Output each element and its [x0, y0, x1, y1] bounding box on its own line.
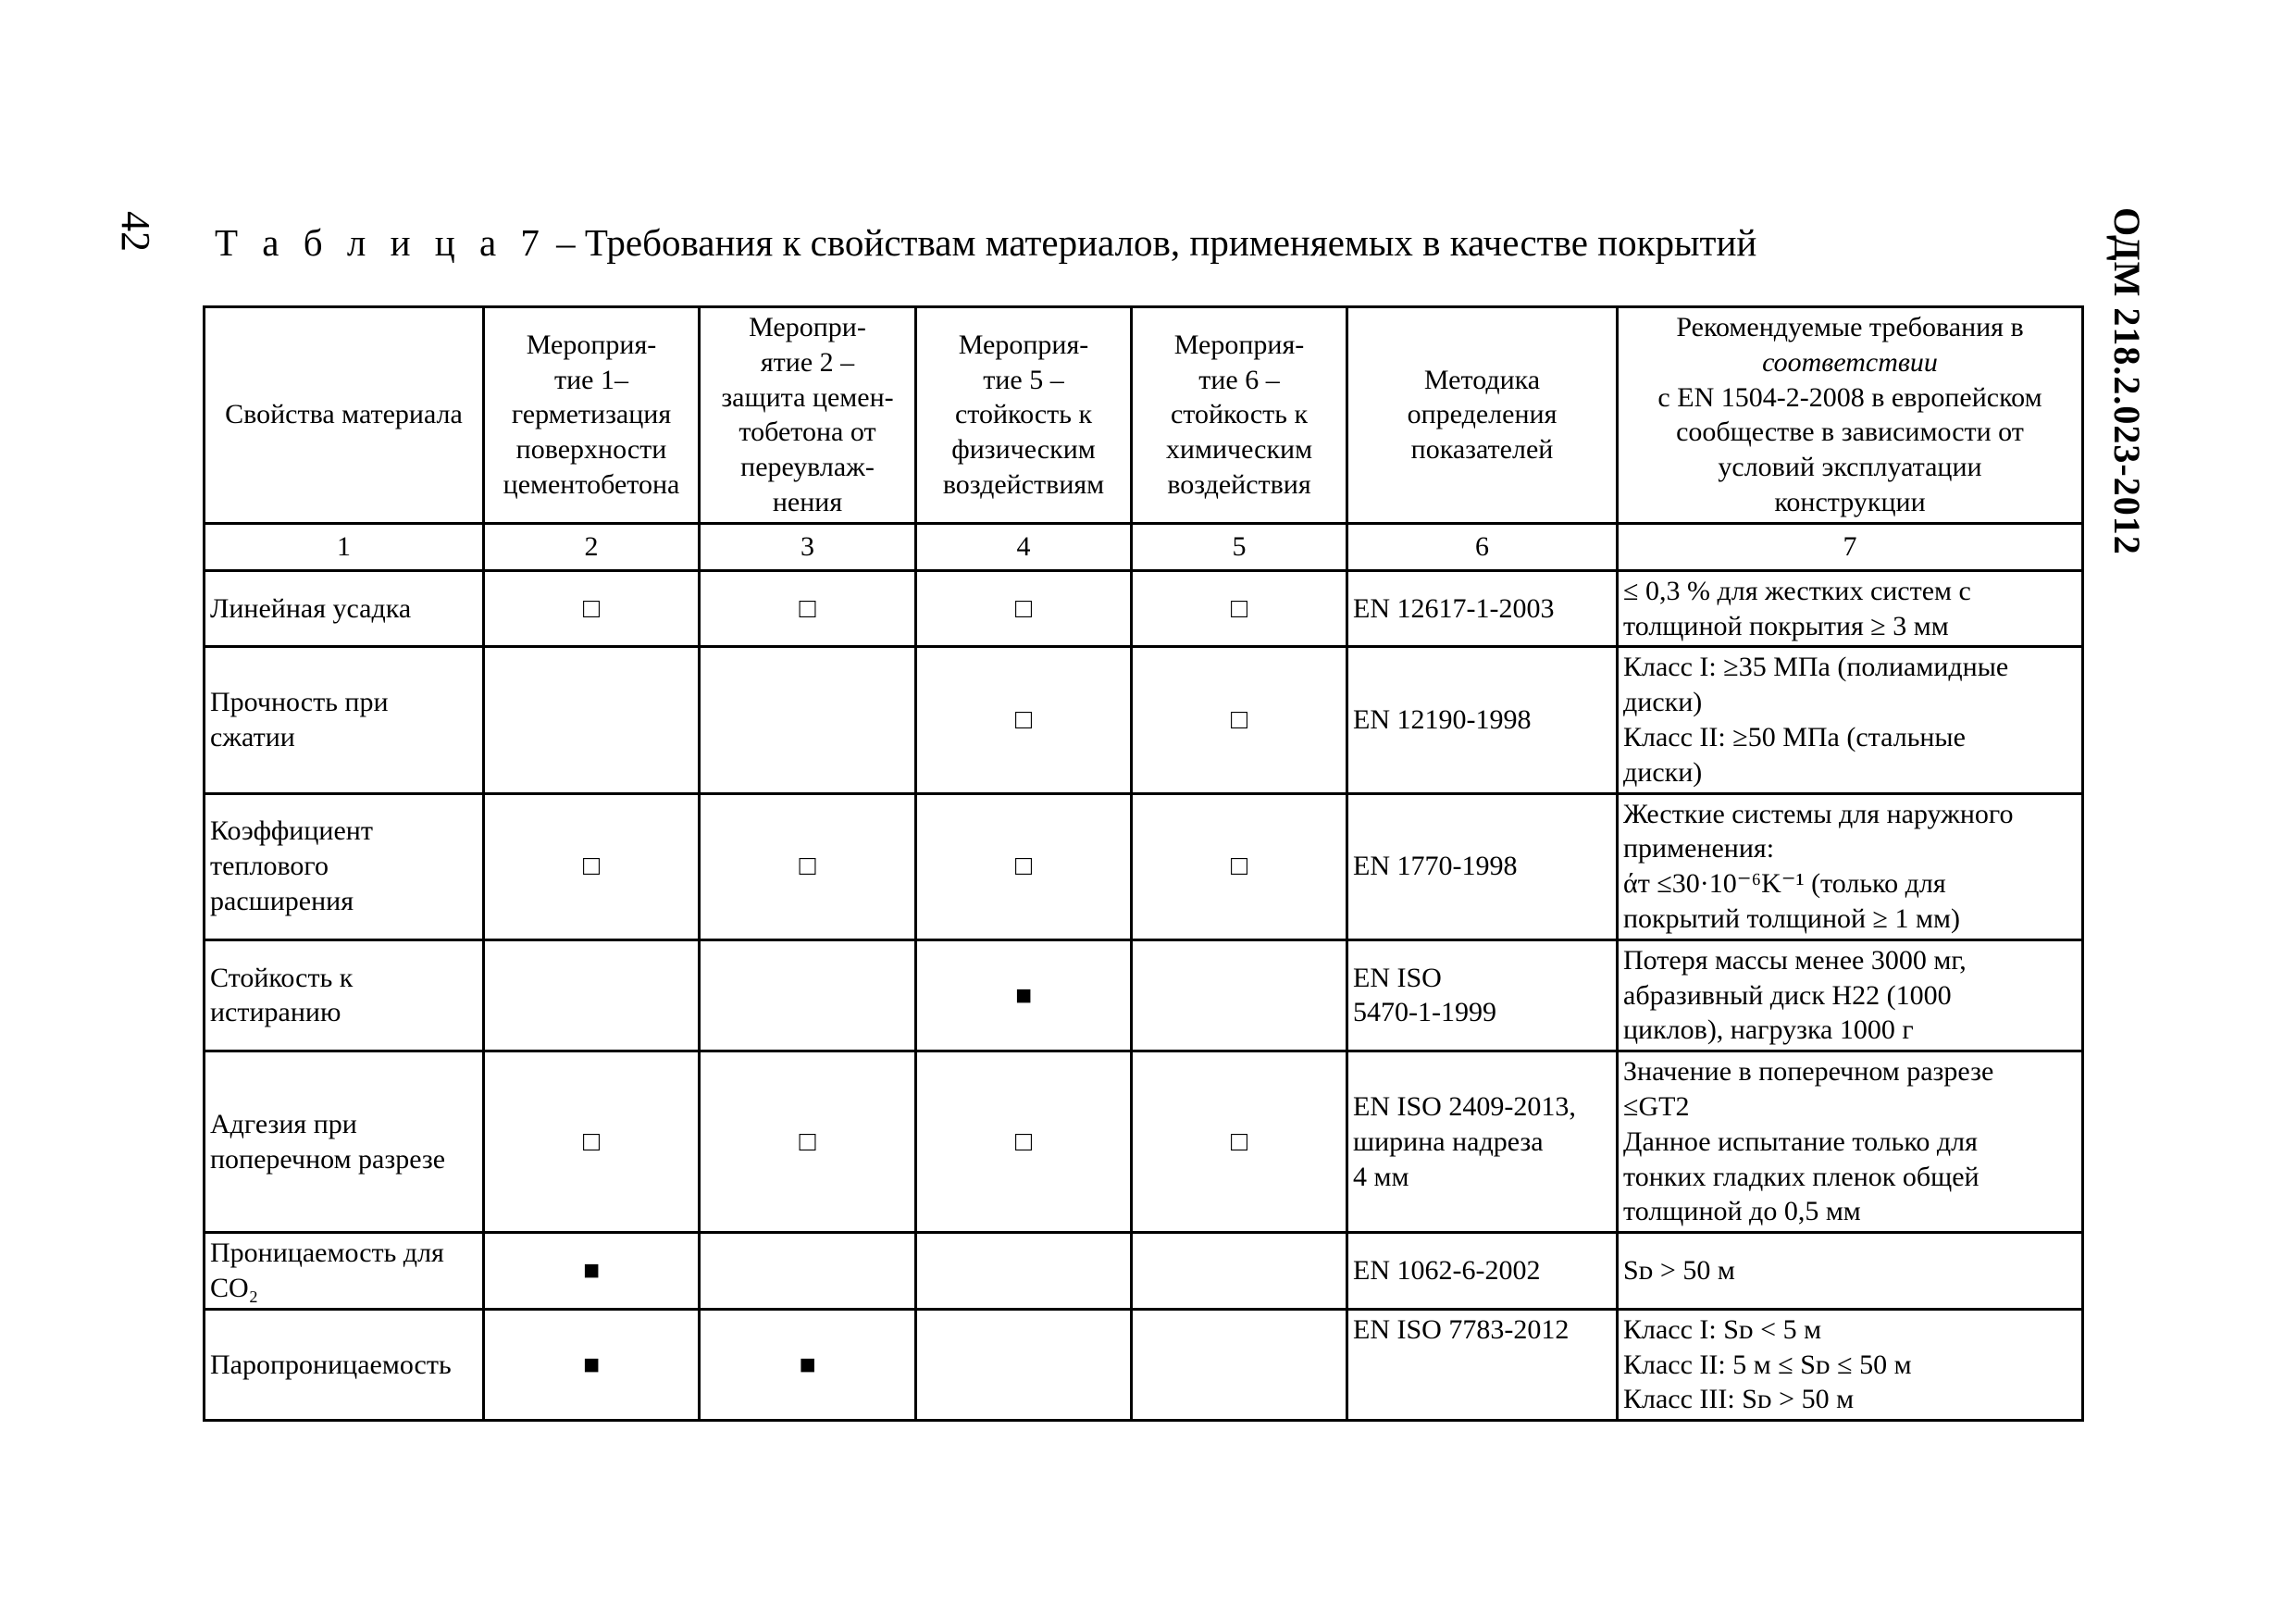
measure-mark: ■ — [484, 1309, 700, 1420]
document-code: ОДМ 218.2.023-2012 — [2106, 207, 2148, 555]
table-caption-label: Т а б л и ц а 7 — [215, 221, 547, 264]
table-row-abrasion-resistance — [205, 939, 2083, 1051]
requirement-cell: Класс I: Sᴅ < 5 м Класс II: 5 м ≤ Sᴅ ≤ 50 м Класс III: Sᴅ > 50 м — [1618, 1309, 2083, 1420]
table-row-cross-cut-adhesion — [205, 1051, 2083, 1233]
method-cell: EN ISO 7783-2012 — [1347, 1309, 1618, 1420]
method-cell: EN ISO 2409-2013, ширина надреза 4 мм — [1347, 1051, 1618, 1233]
property-cell: Стойкость к истиранию — [205, 939, 484, 1051]
requirement-cell: ≤ 0,3 % для жестких систем с толщиной покрытия ≥ 3 мм — [1618, 570, 2083, 647]
column-number: 2 — [484, 523, 700, 570]
column-number: 5 — [1132, 523, 1347, 570]
measure-mark: □ — [1132, 1051, 1347, 1233]
table-row-compressive-strength — [205, 647, 2083, 793]
method-cell: EN 12190-1998 — [1347, 647, 1618, 793]
header-property: Свойства материала — [205, 307, 484, 524]
measure-mark: □ — [484, 1051, 700, 1233]
measure-mark: □ — [1132, 647, 1347, 793]
header-method: Методика определения показателей — [1347, 307, 1618, 524]
measure-mark: □ — [916, 647, 1132, 793]
column-number-row — [205, 523, 2083, 570]
measure-mark: □ — [484, 570, 700, 647]
measure-mark — [916, 1233, 1132, 1310]
requirement-cell: Значение в поперечном разрезе ≤GT2 Данное испытание только для тонких гладких пленок общей толщиной до 0,5 мм — [1618, 1051, 2083, 1233]
page-number: 42 — [113, 211, 158, 252]
measure-mark — [1132, 939, 1347, 1051]
header-measure-5: Мероприя- тие 5 – стойкость к физическим воздействиям — [916, 307, 1132, 524]
method-cell: EN 1770-1998 — [1347, 793, 1618, 939]
measure-mark: ■ — [484, 1233, 700, 1310]
measure-mark: ■ — [916, 939, 1132, 1051]
method-cell: EN 12617-1-2003 — [1347, 570, 1618, 647]
table-row-linear-shrinkage — [205, 570, 2083, 647]
measure-mark — [700, 647, 916, 793]
header-measure-6: Мероприя- тие 6 – стойкость к химическим воздействия — [1132, 307, 1347, 524]
requirement-cell: Потеря массы менее 3000 мг, абразивный диск H22 (1000 циклов), нагрузка 1000 г — [1618, 939, 2083, 1051]
property-cell: Проницаемость для CO₂ — [205, 1233, 484, 1310]
header-measure-1: Мероприя- тие 1– герметизация поверхности цементобетона — [484, 307, 700, 524]
property-cell: Паропроницаемость — [205, 1309, 484, 1420]
measure-mark — [916, 1309, 1132, 1420]
measure-mark: □ — [916, 570, 1132, 647]
table-row-vapour-permeability — [205, 1309, 2083, 1420]
measure-mark — [1132, 1309, 1347, 1420]
measure-mark: □ — [1132, 570, 1347, 647]
column-number: 1 — [205, 523, 484, 570]
measure-mark: □ — [700, 793, 916, 939]
requirement-cell: Sᴅ > 50 м — [1618, 1233, 2083, 1310]
table-caption-text: – Требования к свойствам материалов, применяемых в качестве покрытий — [546, 221, 1757, 264]
column-number: 7 — [1618, 523, 2083, 570]
measure-mark — [700, 1233, 916, 1310]
measure-mark — [484, 939, 700, 1051]
property-cell: Коэффициент теплового расширения — [205, 793, 484, 939]
requirement-cell: Жесткие системы для наружного применения: άᴛ ≤30·10⁻⁶K⁻¹ (только для покрытий толщиной ≥ 1 мм) — [1618, 793, 2083, 939]
requirement-cell: Класс I: ≥35 МПа (полиамидные диски) Класс II: ≥50 МПа (стальные диски) — [1618, 647, 2083, 793]
measure-mark: □ — [916, 793, 1132, 939]
table-caption — [215, 220, 1756, 265]
measure-mark — [1132, 1233, 1347, 1310]
method-cell: EN ISO 5470-1-1999 — [1347, 939, 1618, 1051]
header-requirements: Рекомендуемые требования в соответствии с EN 1504-2-2008 в европейском сообществе в зависимости от условий эксплуатации конструкции — [1618, 307, 2083, 524]
table-row-thermal-expansion — [205, 793, 2083, 939]
property-cell: Адгезия при поперечном разрезе — [205, 1051, 484, 1233]
properties-table — [203, 305, 2084, 1422]
column-number: 6 — [1347, 523, 1618, 570]
measure-mark: □ — [1132, 793, 1347, 939]
table-row-co2-permeability — [205, 1233, 2083, 1310]
header-row — [205, 307, 2083, 524]
measure-mark — [484, 647, 700, 793]
measure-mark: □ — [484, 793, 700, 939]
measure-mark: □ — [700, 570, 916, 647]
measure-mark: ■ — [700, 1309, 916, 1420]
method-cell: EN 1062-6-2002 — [1347, 1233, 1618, 1310]
measure-mark: □ — [700, 1051, 916, 1233]
property-cell: Линейная усадка — [205, 570, 484, 647]
measure-mark — [700, 939, 916, 1051]
column-number: 4 — [916, 523, 1132, 570]
property-cell: Прочность при сжатии — [205, 647, 484, 793]
column-number: 3 — [700, 523, 916, 570]
measure-mark: □ — [916, 1051, 1132, 1233]
header-measure-2: Меропри- ятие 2 – защита цемен- тобетона от переувлаж- нения — [700, 307, 916, 524]
